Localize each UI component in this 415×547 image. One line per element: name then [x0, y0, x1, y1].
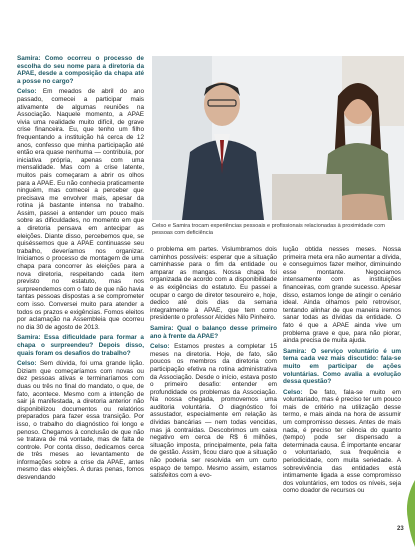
answer-text: Sem dúvida, foi uma grande lição. Diziam que começaríamos com novas ou dez pessoas ativas e terminaríamos com duas ou três no final do mandato, o que, de fato, acontece. Mesmo com a intenção de sair já manifestada, a diretoria anterior não disponibilizou documentos ou relatórios preparados para fazer essa transição. Por isso, o trabalho do diagnóstico foi longo e penoso. Chegamos à conclusão de que não se tratava de má vontade, mas de falta de controle. Por conta disso, dedicamos cerca de três meses ao levantamento de informações sobre a crise da APAE, antes mesmo das eleições. A duras penas, fomos desvendando — [17, 360, 144, 482]
speaker-label-samira: Samira: — [17, 334, 41, 342]
question-text: O serviço voluntário é um tema cada vez mais discutido: fala-se muito em participar de ações voluntárias. Como avalia a evolução dessa questão? — [283, 347, 401, 386]
question-text: Qual o balanço desse primeiro ano à frente da APAE? — [150, 324, 277, 340]
speaker-label-samira: Samira: — [283, 347, 307, 355]
speaker-label-celso: Celso: — [17, 360, 37, 368]
answer-text: De fato, fala-se muito em voluntariado, mas é preciso ter um pouco mais de critério na utilização desse termo, e mais ainda na hora de assumir um compromisso desses. Antes de mais nada, é preciso ter ciência do quanto (tempo) pode ser dispensado a determinada causa. É importante encarar o voluntariado, sua frequência e periodicidade, com muita seriedade. A sobrevivência das entidades está intimamente ligada a esse compromisso dos voluntários, em todos os níveis, seja como doador de recursos ou — [283, 388, 401, 495]
speaker-label-samira: Samira: — [150, 324, 174, 332]
question-text: Essa dificuldade para formar a chapa o surpreendeu? Depois disso, quais foram os desafios do trabalho? — [17, 334, 144, 357]
question-text: Como ocorreu o processo de escolha do seu nome para a diretoria da APAE, desde a composição da chapa até a posse no cargo? — [17, 55, 144, 85]
speaker-label-celso: Celso: — [17, 88, 37, 96]
speaker-label-celso: Celso: — [150, 343, 170, 351]
question-paragraph — [150, 325, 277, 340]
answer-paragraph — [17, 88, 144, 331]
question-paragraph — [17, 334, 144, 357]
speaker-label-celso: Celso: — [283, 388, 303, 396]
leaf-decoration-icon — [404, 480, 415, 547]
answer-paragraph — [150, 343, 277, 480]
answer-paragraph — [17, 360, 144, 482]
answer-paragraph — [283, 389, 401, 495]
page-number: 23 — [397, 526, 404, 532]
answer-text: Em meados de abril do ano passado, comecei a participar mais ativamente de algumas reuniões na Associação. Naquele momento, a APAE vivia uma realidade muito difícil, de grave crise financeira. Eu, que tenho um filho frequentando a instituição há cerca de 12 anos, confesso que minha participação até então era quase nenhuma — contribuía, por iniciativa própria, apenas com uma mensalidade. Mas com a crise latente, muitos pais começaram a abrir os olhos para a APAE. Eu não conhecia praticamente ninguém, mas comecei a perceber que precisava me envolver mais, apesar da rotina já bastante intensa no trabalho. Assim, passei a entender um pouco mais sobre as dificuldades, no momento em que a diretoria pensava em antecipar as eleições. Diante disso, percebemos que, se quiséssemos que a APAE continuasse seu trabalho, deveríamos nos organizar. Iniciamos o processo de montagem de uma chapa para concorrer às eleições para a nova diretoria, respeitando cada item previsto no estatuto, mas nos surpreendemos com o fato de que não havia tantas pessoas dispostas a se comprometer com isso. Conversei muito para atender a todos os prazos e exigências. Fomos eleitos por aclamação na Assembleia que ocorreu no dia 30 de agosto de 2013. — [17, 88, 144, 331]
text-column-3 — [283, 246, 401, 498]
answer-text: Estamos prestes a completar 15 meses na diretoria. Hoje, de fato, são poucos os membros da diretoria com participação efetiva na rotina administrativa da Associação. Desde o início, estava posto o primeiro desafio: entender em profundidade os problemas da Associação. Na nossa chegada, promovemos uma auditoria voluntária. O diagnóstico foi assustador, especialmente em relação às dívidas bancárias — nem todas vencidas, mas já contraídas. Descobrimos um caixa negativo em cerca de R$ 6 milhões, situação imposta, principalmente, pela falta de gestão. Assim, ficou claro que a situação não poderia ser resolvida em um curto espaço de tempo. Mesmo assim, estamos satisfeitos com a evo- — [150, 343, 277, 480]
paragraph: lução obtida nesses meses. Nossa primeira meta era não aumentar a dívida, e conseguimos fazer melhor, diminuindo esse montante. Negociamos intensamente com as instituições financeiras, com grande sucesso. Apesar disso, estamos longe de atingir o cenário ideal. Ainda olhamos pelo retrovisor, tentando alinhar de que maneira iremos sanar todas as dívidas da entidade. O fato é que a APAE ainda vive um problema grave e que, para não piorar, ainda precisa de muita ajuda. — [283, 246, 401, 345]
question-paragraph — [283, 348, 401, 386]
paragraph: o problema em partes. Vislumbramos dois caminhos possíveis: esperar que a situação caminhasse para o fim da entidade ou amparar as mangas. Nossa chapa foi organizada de acordo com a disponibilidade e as exigências do estatuto. Eu passei a ocupar o cargo de diretor tesoureiro e, hoje, dedico até dois dias da semana integralmente à APAE, que tem como presidente o professor Alcides Nilo Pinheiro. — [150, 246, 277, 322]
speaker-label-samira: Samira: — [17, 55, 41, 62]
question-paragraph — [17, 55, 144, 85]
text-column-2 — [150, 246, 277, 483]
text-column-1 — [17, 55, 144, 485]
interview-photo — [152, 56, 404, 220]
photo-caption: Celso e Samira trocam experiências pessoais e profissionais relacionadas à proximidade com pessoas com deficiência — [152, 223, 385, 236]
interview-photo-illustration — [152, 56, 404, 220]
